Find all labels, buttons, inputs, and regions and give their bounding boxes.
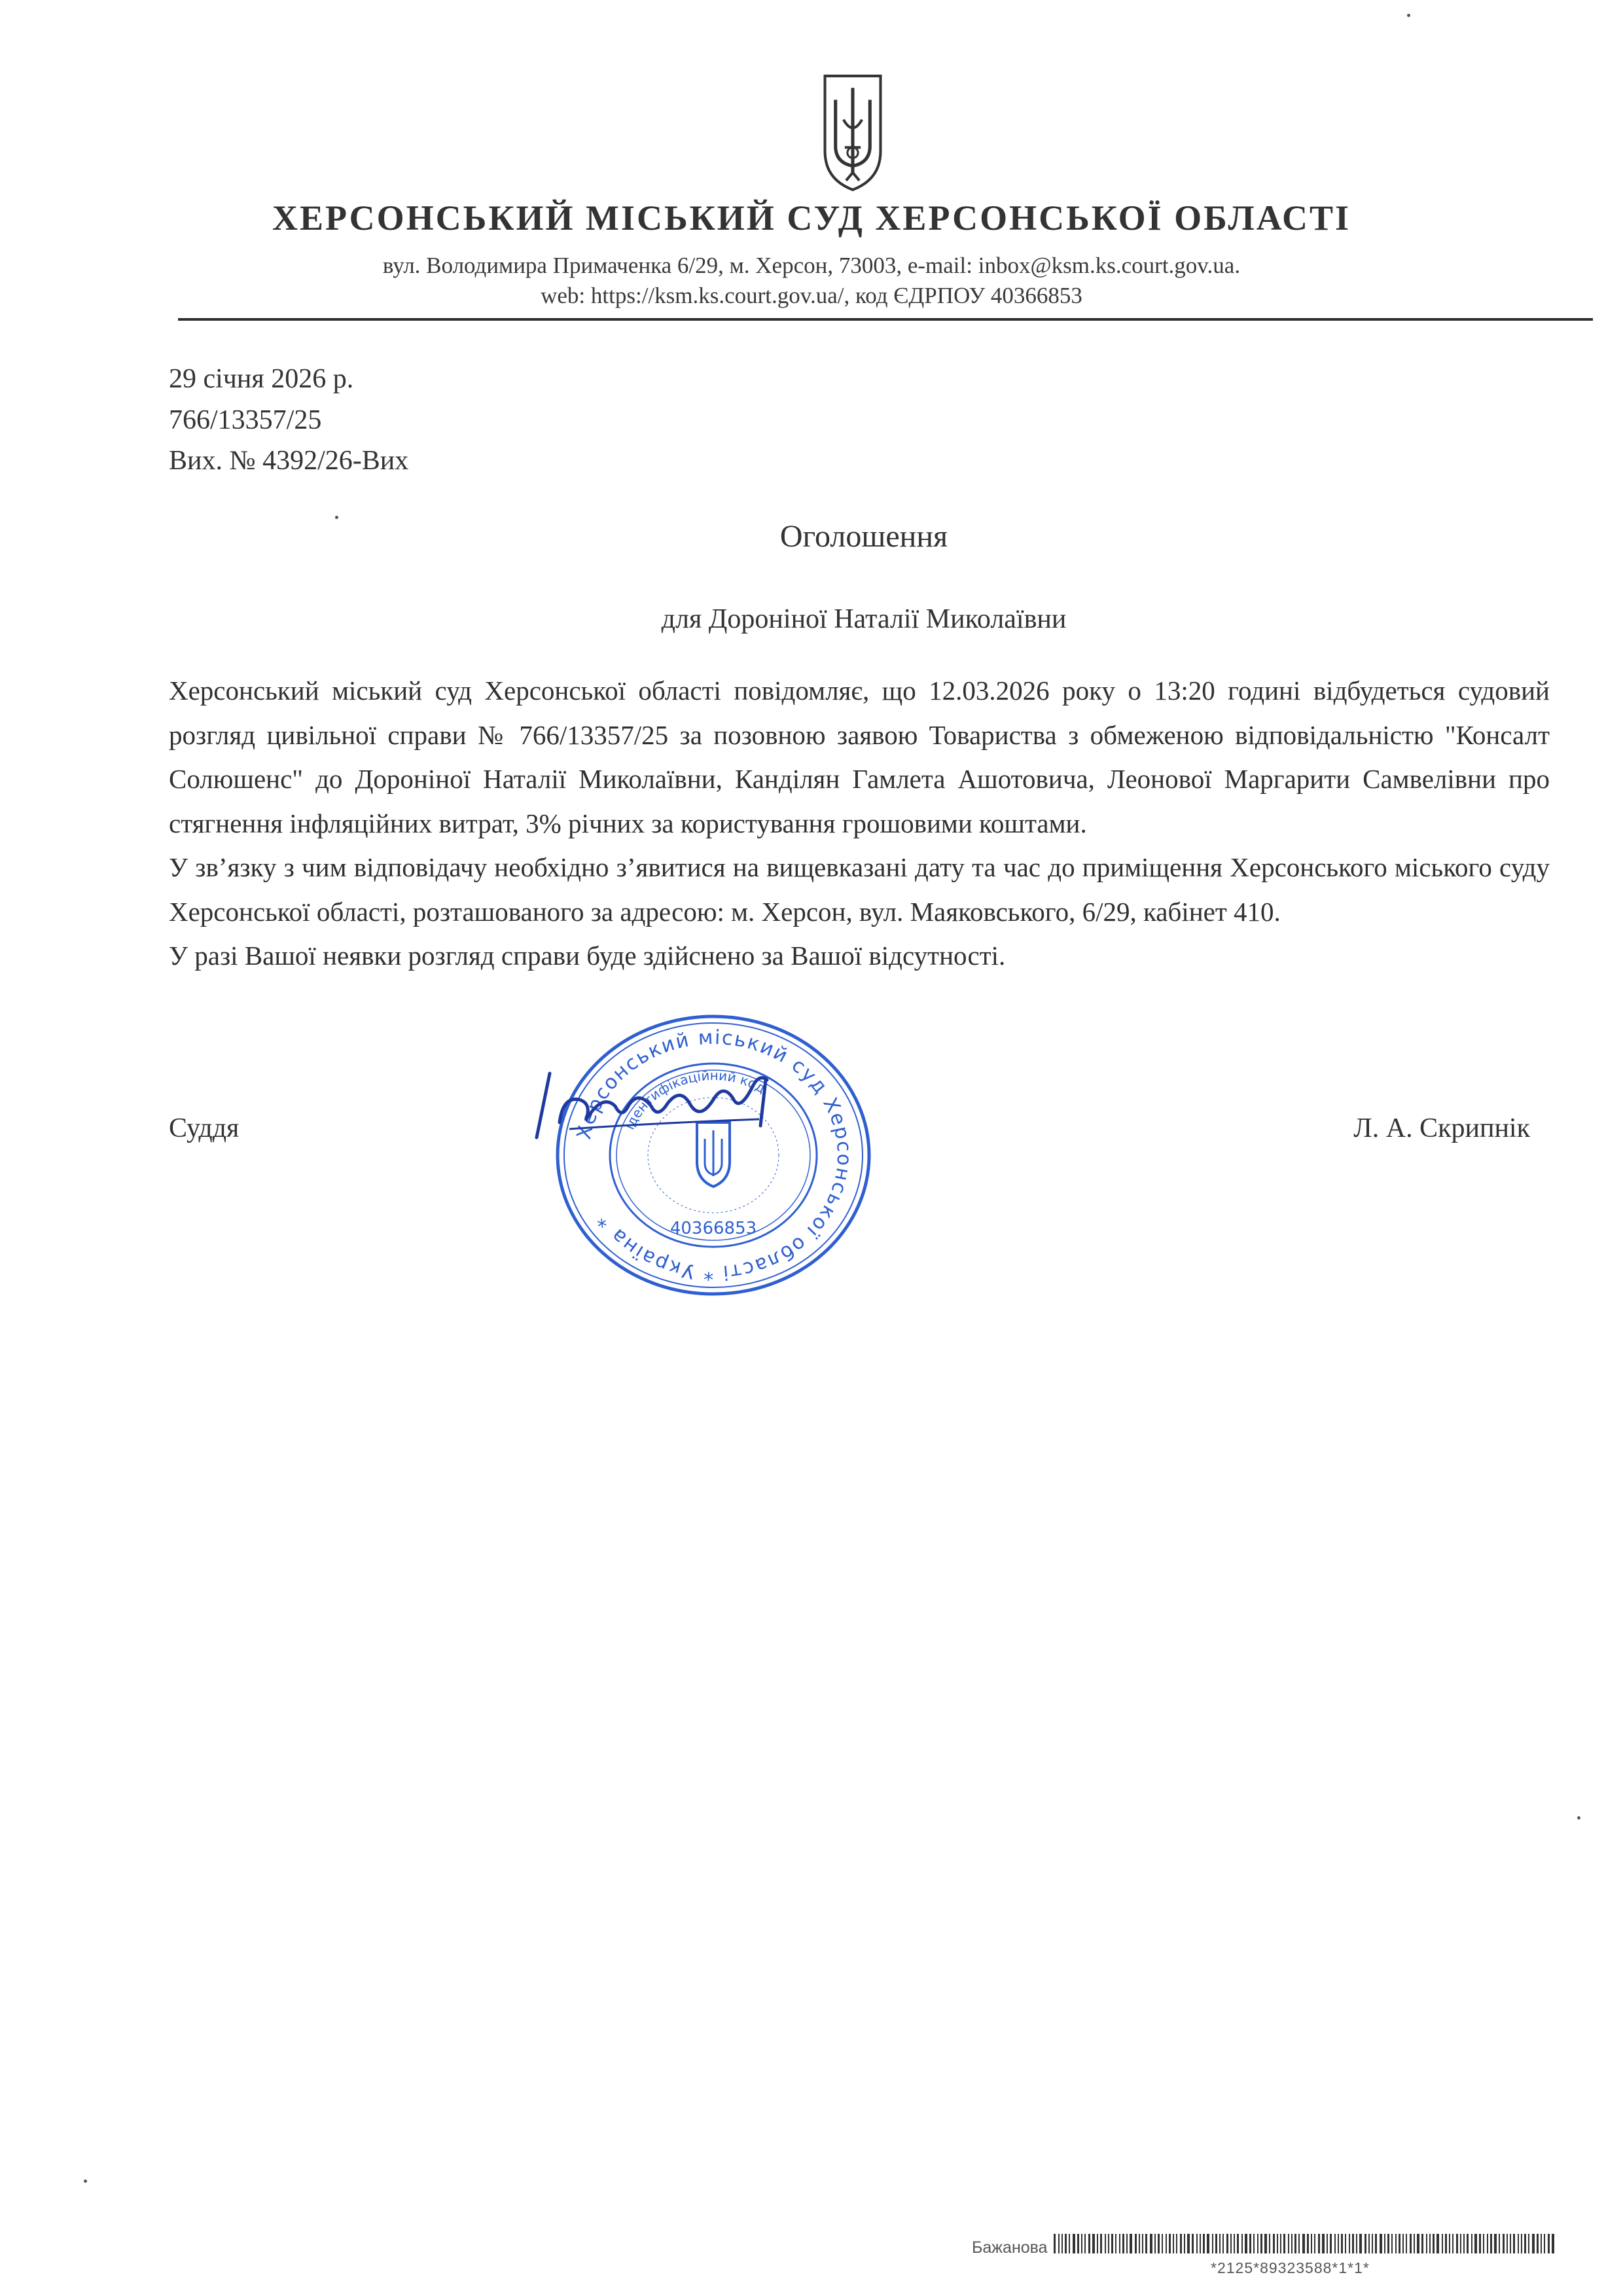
scan-speck (84, 2179, 87, 2183)
judge-label: Суддя (169, 1113, 240, 1143)
notice-title: Оголошення (779, 519, 948, 554)
court-address: вул. Володимира Примаченка 6/29, м. Херсон, 73003, e-mail: inbox@ksm.ks.court.gov.ua. (382, 253, 1241, 278)
judge-signature (524, 1060, 798, 1145)
scan-speck (1577, 1816, 1580, 1820)
coat-of-arms-icon (819, 73, 886, 192)
notice-body (169, 669, 1550, 978)
court-name: ХЕРСОНСЬКИЙ МІСЬКИЙ СУД ХЕРСОНСЬКОЇ ОБЛАСТІ (272, 198, 1351, 238)
outgoing-number: Вих. № 4392/26-Вих (169, 446, 409, 476)
stamp-inner-text: ідентифікаційний код (621, 1067, 768, 1132)
scan-speck (1407, 14, 1410, 17)
stamp-code: 40366853 (669, 1219, 757, 1238)
notice-paragraph: У разі Вашої неявки розгляд справи буде здійснено за Вашої відсутності. (169, 941, 1006, 971)
case-number: 766/13357/25 (169, 405, 322, 435)
barcode-number: *2125*89323588*1*1* (1211, 2259, 1370, 2276)
notice-paragraph: У зв’язку з чим відповідачу необхідно з’явитися на вищевказані дату та час до приміщення Херсонського міського суду Херсонської області, розташованого за адресою: м. Херсон, вул. Маяковського, 6/29, кабінет 410. (169, 852, 1550, 927)
header-divider (178, 318, 1593, 321)
barcode-operator-label: Бажанова (972, 2238, 1048, 2257)
court-web-and-code: web: https://ksm.ks.court.gov.ua/, код ЄДРПОУ 40366853 (541, 283, 1082, 308)
notice-paragraph: Херсонський міський суд Херсонської області повідомляє, що 12.03.2026 року о 13:20 годині відбудеться судовий розгляд цивільної справи № 766/13357/25 за позовною заявою Товариства з обмеженою відповідальністю "Консалт Солюшенс" до Дороніної Наталії Миколаївни, Канділян Гамлета Ашотовича, Леонової Маргарити Самвелівни про стягнення інфляційних витрат, 3% річних за користування грошовими коштами. (169, 675, 1550, 838)
judge-name: Л. А. Скрипнік (1353, 1113, 1530, 1143)
stamp-outer-text: Херсонський міський суд Херсонської області * Україна * (572, 1026, 856, 1285)
court-stamp (546, 1011, 880, 1299)
notice-addressee: для Дороніної Наталії Миколаївни (661, 604, 1067, 634)
document-date: 29 січня 2026 р. (169, 364, 354, 394)
barcode (1054, 2234, 1554, 2253)
scan-speck (335, 516, 338, 519)
